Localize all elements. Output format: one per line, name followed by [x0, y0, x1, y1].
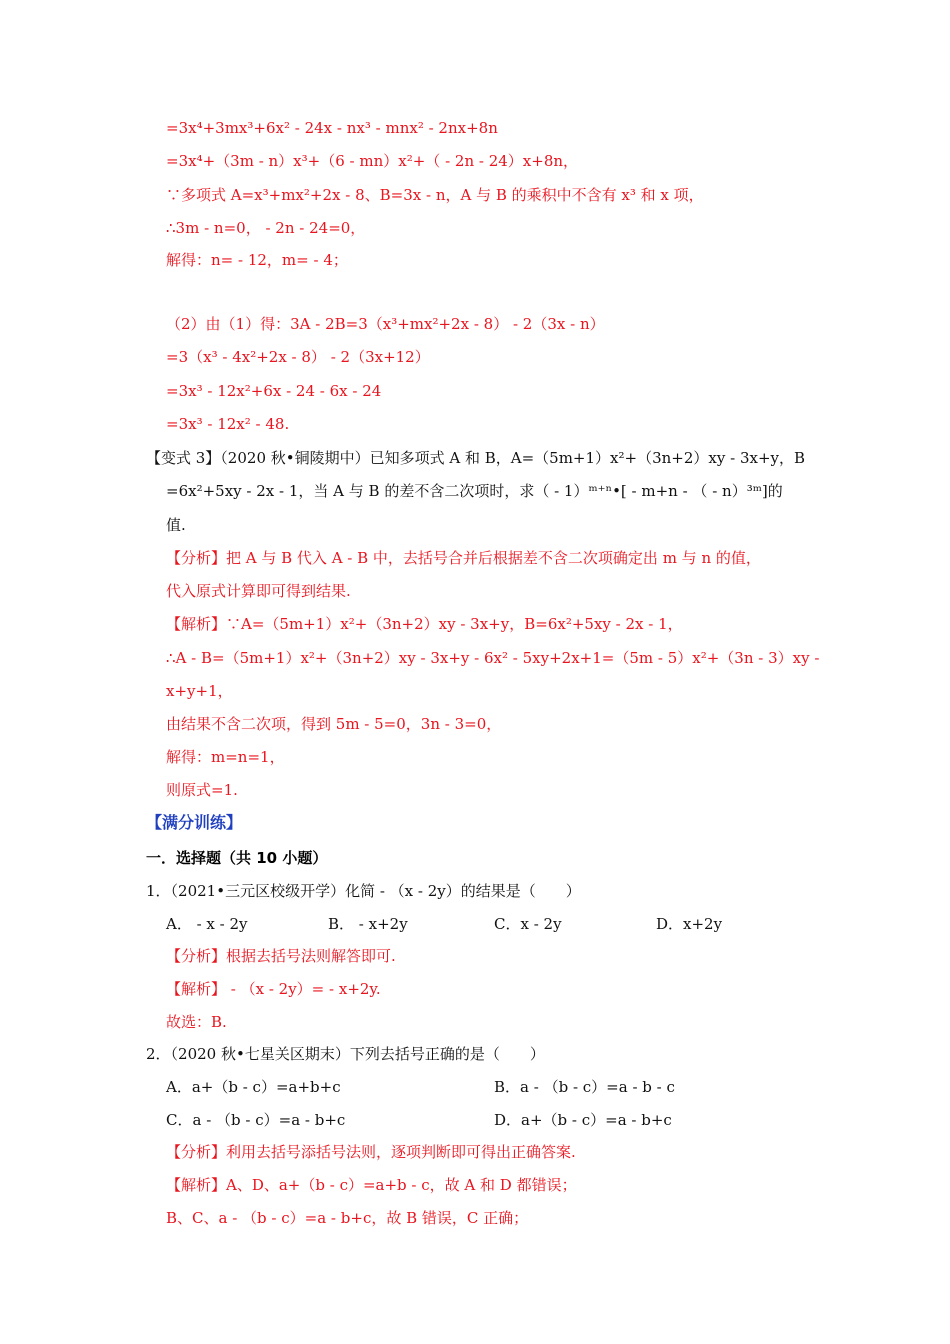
solution-line: =3（x³ - 4x²+2x - 8） - 2（3x+12）	[166, 348, 430, 366]
analysis-line: 【分析】把 A 与 B 代入 A - B 中，去括号合并后根据差不含二次项确定出 m 与 n 的值，	[166, 549, 761, 567]
option-a: A．a+（b - c）=a+b+c	[166, 1078, 341, 1096]
section-heading: 【满分训练】	[146, 813, 243, 832]
option-c: C．x - 2y	[494, 915, 562, 933]
analysis-line: 【分析】根据去括号法则解答即可.	[166, 947, 396, 965]
analysis-line: 代入原式计算即可得到结果.	[166, 582, 351, 600]
variant-question-line: =6x²+5xy - 2x - 1，当 A 与 B 的差不含二次项时，求（ - 1）ᵐ⁺ⁿ•[ - m+n - （ - n）³ᵐ]的	[166, 482, 783, 500]
solution-line: ∴3m - n=0， - 2n - 24=0，	[166, 219, 366, 237]
answer-line: 故选：B.	[166, 1013, 227, 1031]
solution-line: =3x⁴+（3m - n）x³+（6 - mn）x²+（ - 2n - 24）x+8n，	[166, 152, 579, 170]
option-a: A． - x - 2y	[166, 915, 248, 933]
solution-line: 【解析】 - （x - 2y）= - x+2y.	[166, 980, 381, 998]
analysis-line: 【分析】利用去括号添括号法则，逐项判断即可得出正确答案.	[166, 1143, 576, 1161]
solution-line: 解得：n= - 12，m= - 4；	[166, 251, 348, 269]
question-stem: 2．（2020 秋•七星关区期末）下列去括号正确的是（ ）	[146, 1045, 545, 1063]
solution-line: 【解析】∵A=（5m+1）x²+（3n+2）xy - 3x+y，B=6x²+5xy - 2x - 1，	[166, 615, 683, 633]
question-stem: 1．（2021•三元区校级开学）化简 - （x - 2y）的结果是（ ）	[146, 882, 581, 900]
variant-question-line: 值.	[166, 516, 186, 534]
option-b: B．a - （b - c）=a - b - c	[494, 1078, 675, 1096]
subsection-heading: 一．选择题（共 10 小题）	[146, 849, 328, 867]
solution-line: =3x⁴+3mx³+6x² - 24x - nx³ - mnx² - 2nx+8n	[166, 119, 498, 137]
option-b: B． - x+2y	[328, 915, 408, 933]
solution-line: 由结果不含二次项，得到 5m - 5=0，3n - 3=0，	[166, 715, 502, 733]
solution-line: =3x³ - 12x²+6x - 24 - 6x - 24	[166, 382, 382, 400]
solution-line: 【解析】A、D、a+（b - c）=a+b - c，故 A 和 D 都错误；	[166, 1176, 577, 1194]
solution-line: ∵多项式 A=x³+mx²+2x - 8、B=3x - n，A 与 B 的乘积中不含有 x³ 和 x 项，	[166, 186, 704, 204]
option-c: C．a - （b - c）=a - b+c	[166, 1111, 346, 1129]
solution-line: =3x³ - 12x² - 48.	[166, 415, 290, 433]
option-d: D．x+2y	[656, 915, 723, 933]
solution-line: ∴A - B=（5m+1）x²+（3n+2）xy - 3x+y - 6x² - 5xy+2x+1=（5m - 5）x²+（3n - 3）xy -	[166, 649, 820, 667]
solution-line: 解得：m=n=1，	[166, 748, 285, 766]
solution-line: 则原式=1.	[166, 781, 238, 799]
solution-line: （2）由（1）得：3A - 2B=3（x³+mx²+2x - 8） - 2（3x - n）	[166, 315, 605, 333]
option-d: D．a+（b - c）=a - b+c	[494, 1111, 672, 1129]
solution-line: B、C、a - （b - c）=a - b+c，故 B 错误，C 正确；	[166, 1209, 529, 1227]
solution-line: x+y+1，	[166, 682, 233, 700]
variant-question-line: 【变式 3】（2020 秋•铜陵期中）已知多项式 A 和 B，A=（5m+1）x²+（3n+2）xy - 3x+y，B	[146, 449, 806, 467]
